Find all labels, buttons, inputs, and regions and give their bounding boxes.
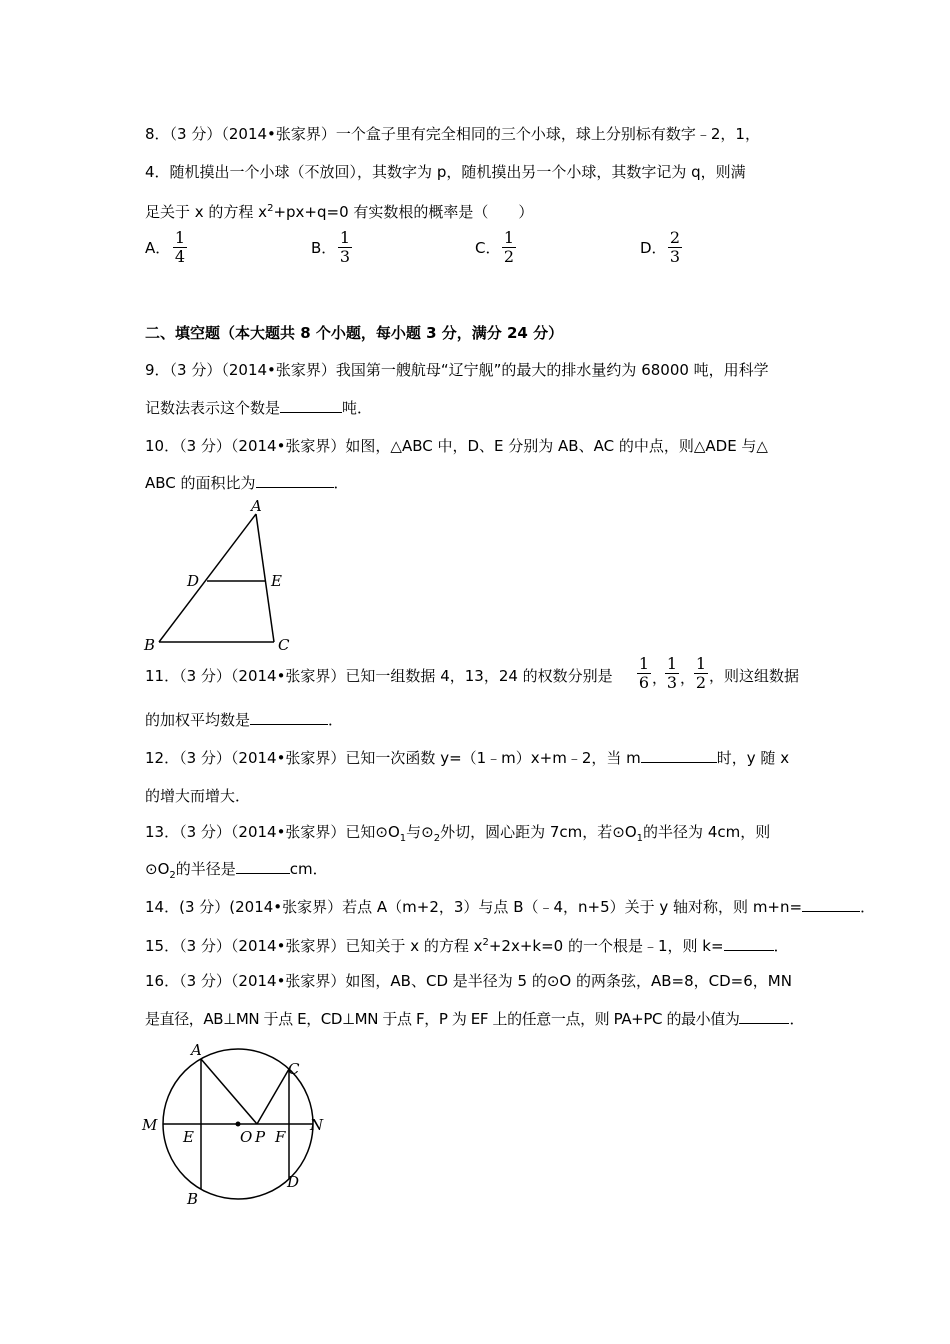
label-o: O <box>240 1128 253 1146</box>
q8-option-a-fraction: 1 4 <box>174 228 186 266</box>
q10-answer-blank[interactable] <box>256 473 334 488</box>
q16-answer-blank[interactable] <box>739 1009 789 1024</box>
q11-line-1-end: ，则这组数据 <box>709 667 800 685</box>
q11-fraction-1: 1 6 <box>638 654 650 692</box>
q8-option-c-fraction: 1 2 <box>503 228 515 266</box>
q9-line-2: 记数法表示这个数是 吨． <box>145 399 373 417</box>
q11-fraction-3: 1 2 <box>695 654 707 692</box>
q9-line-1: 9．（3 分）（2014•张家界）我国第一艘航母“辽宁舰”的最大的排水量约为 68000 吨，用科学 <box>145 361 769 379</box>
q15-line-1: 15．（3 分）（2014•张家界）已知关于 x 的方程 $x^2+2x+k=0$ 的一个根是﹣1，则 k= ． <box>145 937 789 955</box>
q12-line-1: 12．（3 分）（2014•张家界）已知一次函数 y=（1﹣m）x+m﹣2，当 m 时，y 随 x <box>145 749 790 767</box>
q14-answer-blank[interactable] <box>802 897 860 912</box>
section-heading: 二、填空题（本大题共 8 个小题，每小题 3 分，满分 24 分） <box>145 324 564 342</box>
center-dot <box>236 1122 241 1127</box>
q8-option-d[interactable]: D． <box>640 239 667 257</box>
segment-pa <box>201 1059 257 1124</box>
label-d: D <box>187 572 200 590</box>
q8-line-3: 足关于 x 的方程 $x^2+px+q=0$ 有实数根的概率是（ ） <box>145 203 534 221</box>
q16-line-1: 16．（3 分）（2014•张家界）如图，AB、CD 是半径为 5 的⊙O 的两条弦，AB=8，CD=6，MN <box>145 972 792 990</box>
label-e: E <box>271 572 282 590</box>
triangle-side-ab <box>159 514 256 642</box>
q12-answer-blank[interactable] <box>641 748 717 763</box>
label-m: M <box>142 1116 158 1134</box>
label-a: A <box>191 1041 202 1059</box>
q9-answer-blank[interactable] <box>280 398 342 413</box>
q8-option-b-fraction: 1 3 <box>339 228 351 266</box>
q10-line-2: ABC 的面积比为 ． <box>145 474 349 492</box>
q10-triangle-figure <box>140 497 320 657</box>
q14-line-1: 14．(3 分）(2014•张家界）若点 A（m+2，3）与点 B（﹣4，n+5）关于 y 轴对称，则 m+n= ． <box>145 898 876 916</box>
q8-line-1: 8．（3 分）（2014•张家界）一个盒子里有完全相同的三个小球，球上分别标有数字﹣2，1， <box>145 125 760 143</box>
label-e: E <box>183 1128 194 1146</box>
q11-separator-1: ， <box>652 669 668 687</box>
q11-separator-2: ， <box>680 669 696 687</box>
q13-line-1: 13．（3 分）（2014•张家界）已知$⊙O_1$与$⊙_2$外切，圆心距为 7cm，若$⊙O_1$的半径为 4cm，则 <box>145 823 771 844</box>
q11-answer-blank[interactable] <box>250 710 328 725</box>
q11-fraction-2: 1 3 <box>666 654 678 692</box>
q8-line-2: 4．随机摸出一个小球（不放回），其数字为 p，随机摸出另一个小球，其数字记为 q，则满 <box>145 163 746 181</box>
label-d: D <box>287 1173 300 1191</box>
q8-option-d-fraction: 2 3 <box>669 228 681 266</box>
segment-pc <box>257 1069 289 1124</box>
label-f: F <box>275 1128 286 1146</box>
q16-circle-figure <box>140 1038 340 1213</box>
label-a: A <box>251 497 262 515</box>
q12-line-2: 的增大而增大． <box>145 787 251 805</box>
q13-line-2: $⊙O_2$的半径是 cm． <box>145 860 328 881</box>
q8-option-b[interactable]: B． <box>311 239 337 257</box>
q11-line-2: 的加权平均数是 ． <box>145 711 344 729</box>
q10-line-1: 10．（3 分）（2014•张家界）如图，△ABC 中，D、E 分别为 AB、AC 的中点，则△ADE 与△ <box>145 437 768 455</box>
label-c: C <box>278 636 290 654</box>
label-c: C <box>288 1060 300 1078</box>
label-n: N <box>310 1116 324 1134</box>
label-b: B <box>187 1190 199 1208</box>
q11-line-1: 11．（3 分）（2014•张家界）已知一组数据 4，13，24 的权数分别是 <box>145 667 613 685</box>
q8-option-a[interactable]: A． <box>145 239 171 257</box>
label-p: P <box>255 1128 266 1146</box>
q8-option-c[interactable]: C． <box>475 239 501 257</box>
q13-answer-blank[interactable] <box>236 859 290 874</box>
label-b: B <box>144 636 156 654</box>
q16-line-2: 是直径，AB⊥MN 于点 E，CD⊥MN 于点 F，P 为 EF 上的任意一点，则 PA+PC 的最小值为 ． <box>145 1010 805 1028</box>
q15-answer-blank[interactable] <box>724 936 774 951</box>
